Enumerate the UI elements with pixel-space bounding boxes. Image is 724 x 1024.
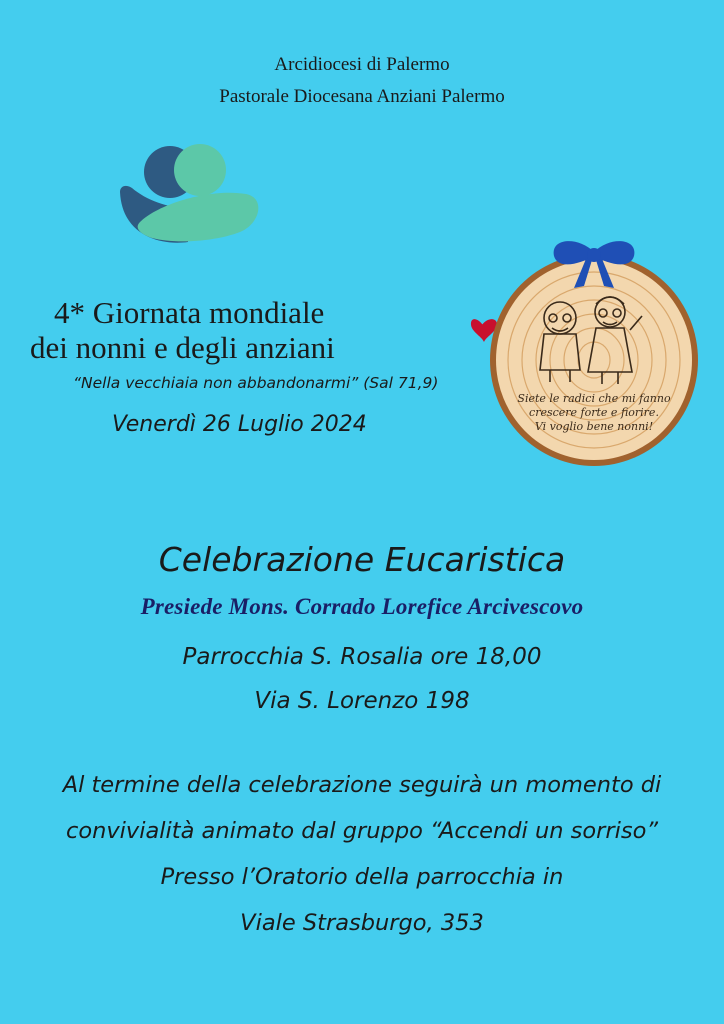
- celebration-heading: Celebrazione Eucaristica: [158, 540, 566, 579]
- event-title-line1: 4* Giornata mondiale: [54, 295, 325, 330]
- logo-teal-head: [174, 144, 226, 196]
- after-line-4: Viale Strasburgo, 353: [240, 910, 484, 936]
- after-line-1: Al termine della celebrazione seguirà un momento di: [62, 772, 662, 798]
- after-line-2: convivialità animato dal gruppo “Accendi un sorriso”: [65, 818, 659, 844]
- badge-text-line2: crescere forte e fiorire.: [529, 406, 659, 419]
- parish-address: Via S. Lorenzo 198: [254, 688, 470, 714]
- parish-time: Parrocchia S. Rosalia ore 18,00: [182, 644, 542, 670]
- wood-slice-badge: [462, 230, 702, 470]
- event-title-line2: dei nonni e degli anziani: [30, 330, 335, 365]
- logo-teal-body: [138, 193, 259, 242]
- org-name: Arcidiocesi di Palermo: [274, 54, 450, 75]
- diocesan-logo: [118, 142, 263, 250]
- badge-text-line3: Vi voglio bene nonni!: [534, 420, 654, 433]
- event-date: Venerdì 26 Luglio 2024: [112, 412, 367, 437]
- after-line-3: Presso l’Oratorio della parrocchia in: [160, 864, 564, 890]
- presider-line: Presiede Mons. Corrado Lorefice Arcivescovo: [140, 594, 584, 619]
- badge-text-line1: Siete le radici che mi fanno: [517, 392, 671, 405]
- org-subtitle: Pastorale Diocesana Anziani Palermo: [219, 86, 505, 107]
- bible-quote: “Nella vecchiaia non abbandonarmi” (Sal 71,9): [73, 374, 439, 392]
